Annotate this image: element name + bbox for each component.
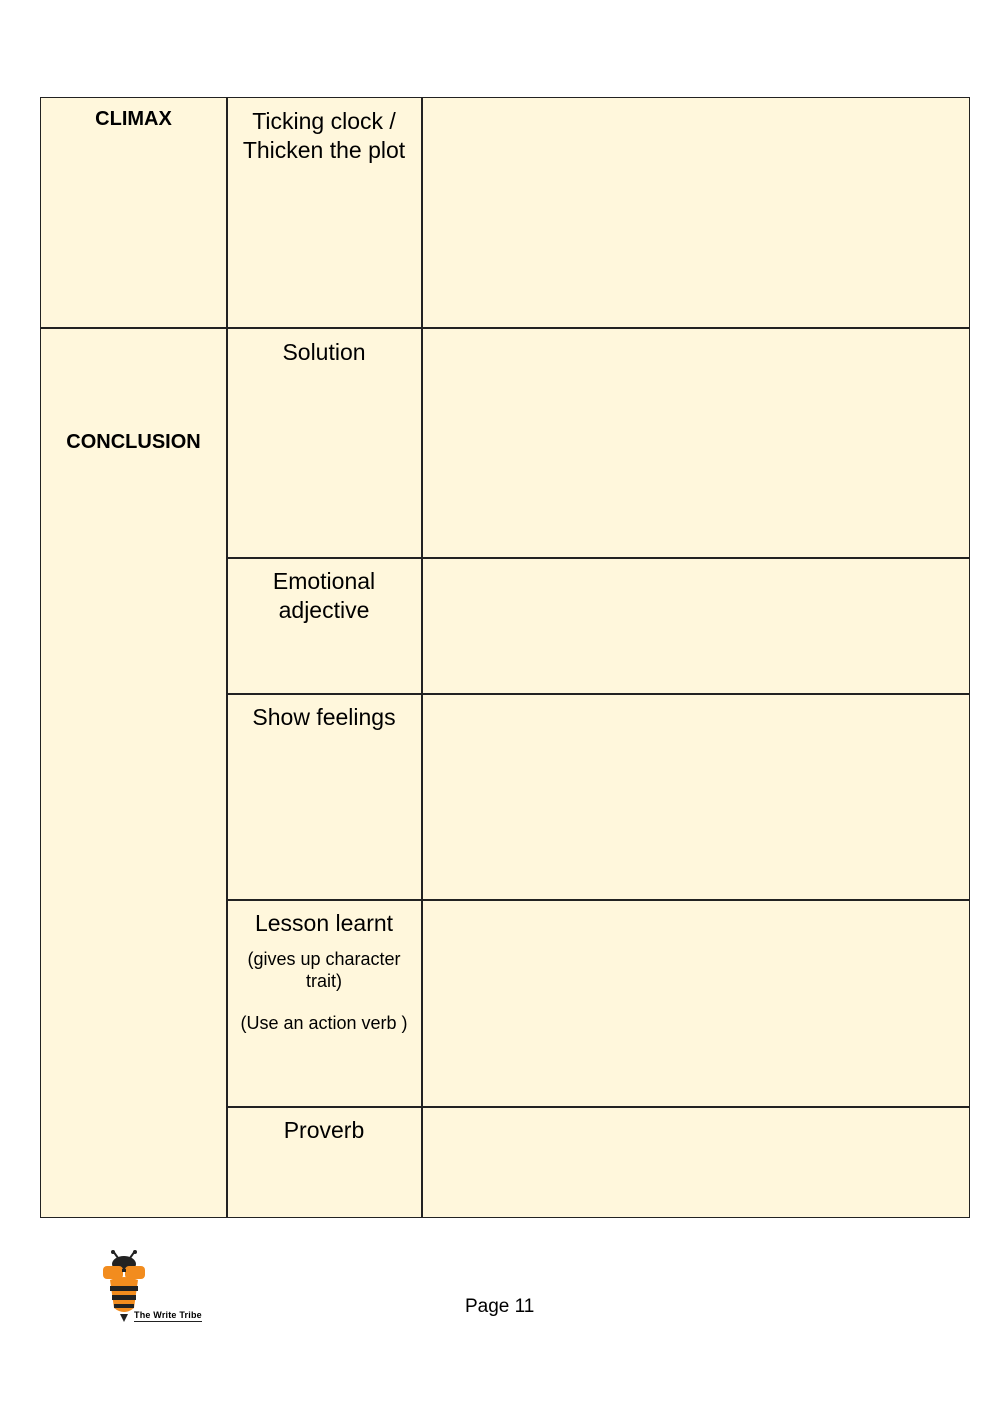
ticking-clock-line1: Ticking clock /	[252, 108, 396, 134]
climax-label: CLIMAX	[95, 108, 172, 130]
proverb-answer-area[interactable]	[422, 1108, 969, 1216]
show-feelings-prompt: Show feelings	[252, 704, 396, 730]
lesson-learnt-title: Lesson learnt	[254, 910, 394, 936]
lesson-answer-area[interactable]	[422, 901, 969, 1106]
ticking-clock-line2: Thicken the plot	[242, 137, 406, 163]
page-number: Page 11	[465, 1296, 535, 1317]
logo-text: The Write Tribe	[134, 1310, 202, 1320]
emotional-answer-area[interactable]	[422, 559, 969, 693]
emotional-line1: Emotional	[272, 568, 376, 594]
lesson-note-trait: (gives up character trait)	[247, 949, 401, 991]
ticking-clock-prompt	[227, 107, 421, 165]
conclusion-label: CONCLUSION	[66, 431, 201, 453]
climax-answer-area[interactable]	[422, 98, 969, 327]
column-divider-1	[226, 98, 228, 1217]
lesson-note-verb: (Use an action verb )	[240, 1013, 408, 1033]
emotional-line2: adjective	[278, 597, 370, 623]
story-planner-table	[40, 97, 970, 1218]
solution-prompt: Solution	[282, 339, 366, 365]
feelings-answer-area[interactable]	[422, 695, 969, 899]
proverb-prompt: Proverb	[283, 1117, 365, 1143]
emotional-adjective-prompt	[227, 567, 421, 625]
solution-answer-area[interactable]	[422, 329, 969, 557]
lesson-learnt-prompt	[227, 909, 421, 1034]
